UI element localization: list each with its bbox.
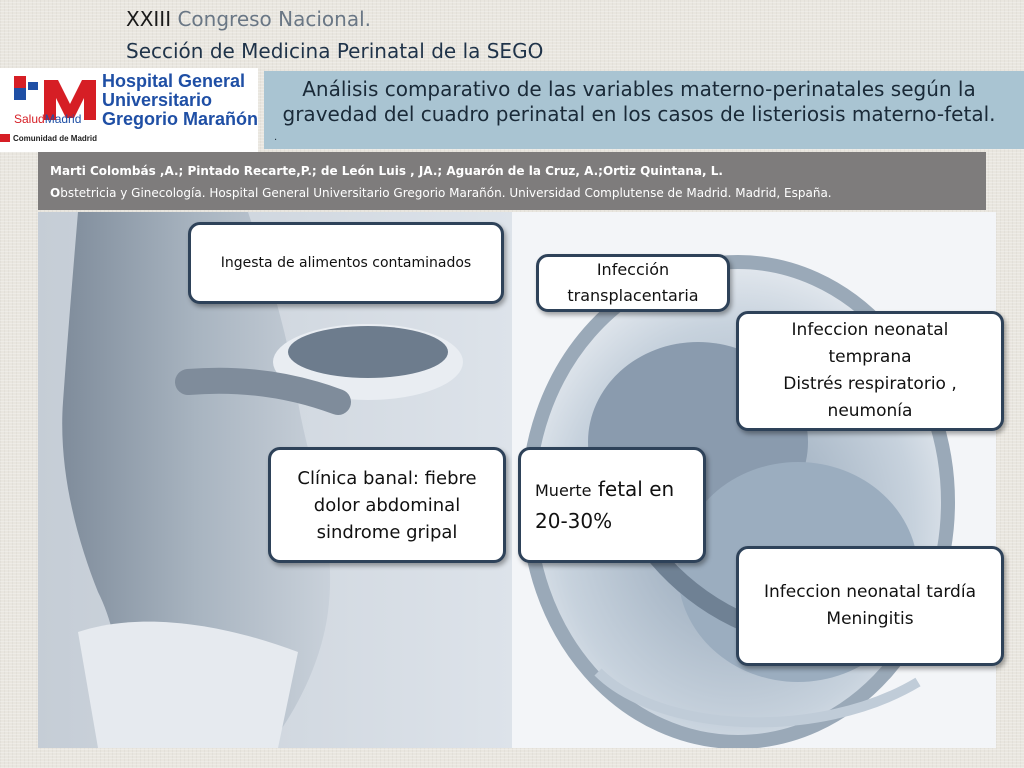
callout-ingesta: Ingesta de alimentos contaminados	[188, 222, 504, 304]
conference-number: XXIII	[126, 7, 172, 31]
conference-subtitle: Sección de Medicina Perinatal de la SEGO	[126, 39, 544, 63]
poster-title: Análisis comparativo de las variables materno-perinatales según la gravedad del cuadro perinatal en los casos de listeriosis materno-fetal.	[282, 77, 996, 126]
callout-neonatal-tardia: Infeccion neonatal tardía Meningitis	[736, 546, 1004, 666]
conference-name: Congreso Nacional.	[177, 7, 371, 31]
hospital-name: Hospital General Universitario Gregorio Marañón	[102, 71, 259, 129]
author-list: Marti Colombás ,A.; Pintado Recarte,P.; de León Luis , JA.; Aguarón de la Cruz, A.;Ortiz Quintana, L.	[50, 164, 723, 178]
salud-madrid-text: SaludMadrid	[14, 112, 82, 126]
callout-muerte-fetal: Muerte fetal en 20-30%	[518, 447, 706, 563]
comunidad-madrid-label: Comunidad de Madrid	[0, 134, 97, 143]
authors-band	[38, 152, 986, 210]
callout-infeccion-transplacentaria: Infección transplacentaria	[536, 254, 730, 312]
poster-title-band	[264, 71, 1024, 149]
conference-title	[126, 8, 371, 31]
callout-neonatal-temprana: Infeccion neonatal temprana Distrés respiratorio , neumonía	[736, 311, 1004, 431]
pregnancy-illustration	[38, 212, 996, 748]
hospital-logo	[0, 68, 258, 152]
author-affiliation: Obstetricia y Ginecología. Hospital General Universitario Gregorio Marañón. Universidad Complutense de Madrid. Madrid, España.	[50, 186, 832, 200]
callout-clinica: Clínica banal: fiebre dolor abdominal sindrome gripal	[268, 447, 506, 563]
pregnancy-photo-image	[38, 212, 996, 748]
title-mark: .	[274, 132, 278, 143]
